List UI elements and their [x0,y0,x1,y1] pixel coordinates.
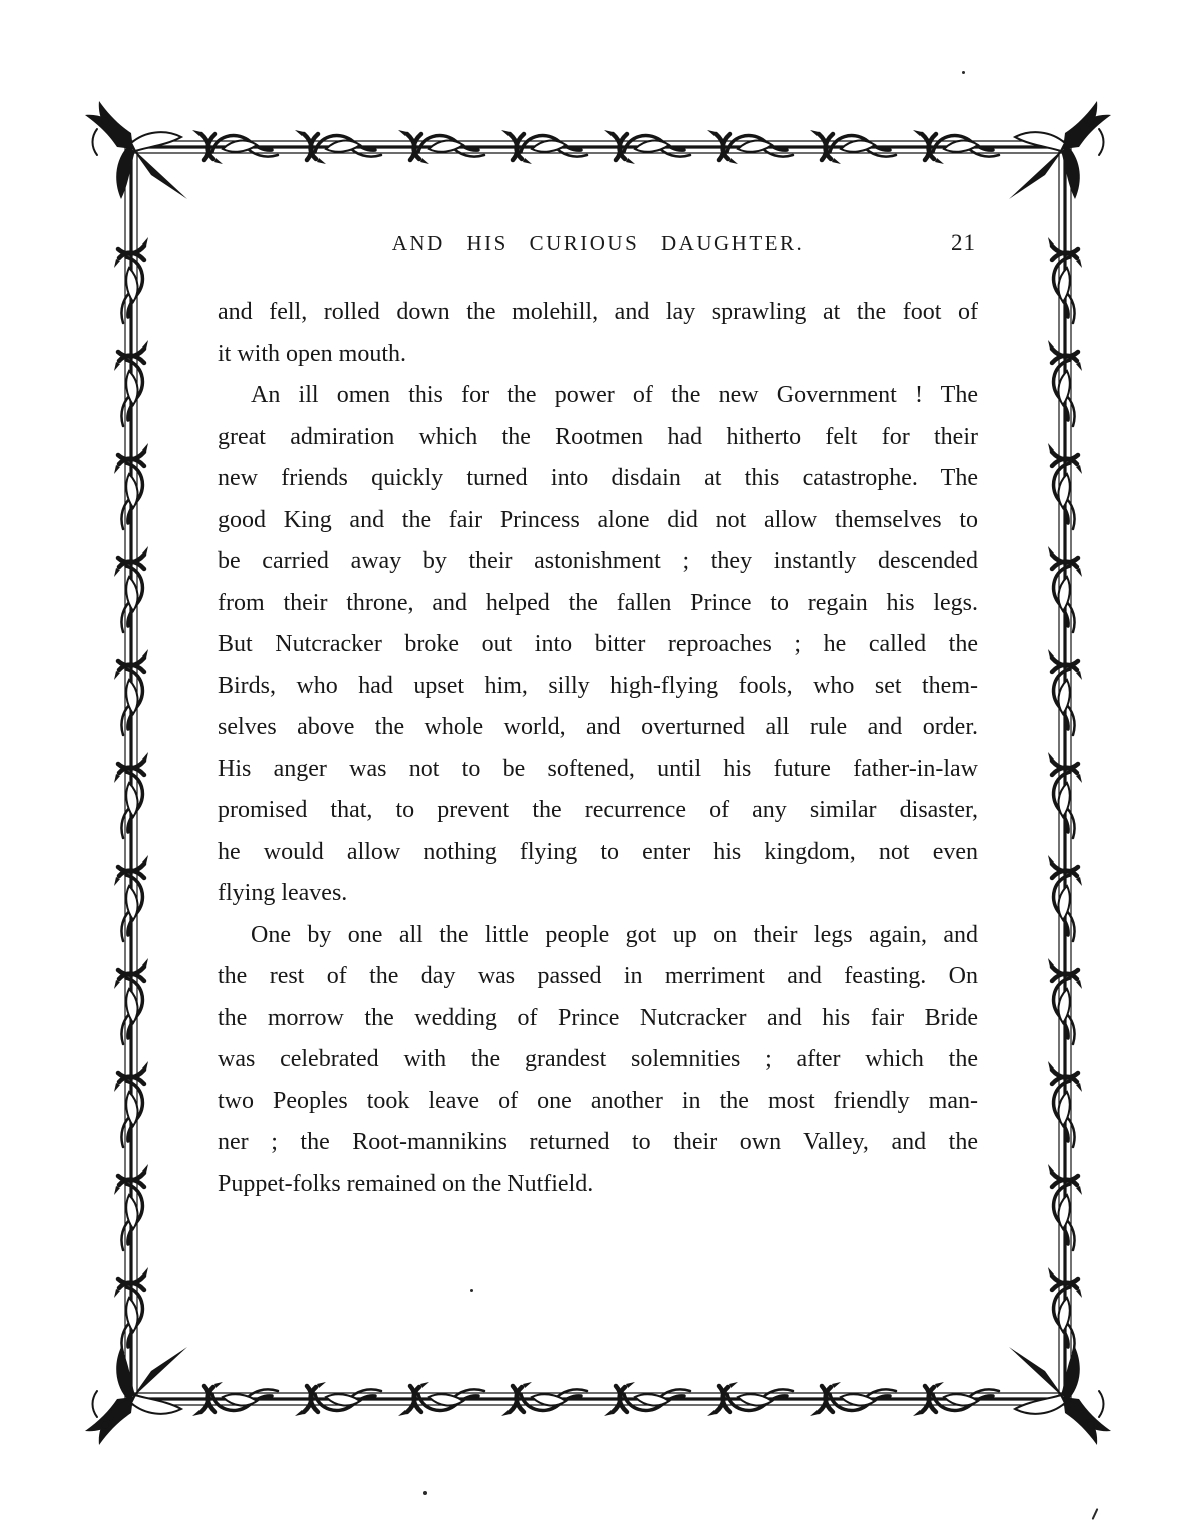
running-header [218,231,978,265]
text-line: great admiration which the Rootmen had hitherto felt for their [218,423,978,450]
text-line: it with open mouth. [218,340,406,367]
border-corner-top-left [85,101,187,199]
border-rule-bottom [131,1393,1065,1405]
text-line: two Peoples took leave of one another in the most friendly man- [218,1087,978,1114]
scan-speck [1092,1508,1099,1520]
text-line: ner ; the Root-mannikins returned to their own Valley, and the [218,1129,978,1155]
text-line: His anger was not to be softened, until his future father-in-law [218,755,978,782]
text-line: the morrow the wedding of Prince Nutcracker and his fair Bride [218,1004,978,1031]
border-vine-top [192,130,999,164]
scan-speck [423,1491,427,1495]
border-vine-left [114,237,148,1353]
border-rule-right [1059,147,1071,1399]
border-corner-bottom-left [85,1347,187,1445]
text-line: and fell, rolled down the molehill, and lay sprawling at the foot of [218,299,978,325]
text-line: new friends quickly turned into disdain at this catastrophe. The [218,465,978,491]
text-line: selves above the whole world, and overturned all rule and order. [218,714,978,740]
border-vine-bottom [192,1382,999,1416]
border-corner-bottom-right [1009,1347,1111,1445]
text-line: promised that, to prevent the recurrence of any similar disaster, [218,797,978,823]
border-corner-top-right [1009,101,1111,199]
text-line: he would allow nothing flying to enter his kingdom, not even [218,838,978,865]
body-text-block [218,292,978,1205]
scan-speck [962,71,965,74]
text-line: An ill omen this for the power of the new Government ! The [251,382,978,408]
text-line: good King and the fair Princess alone did not allow themselves to [218,506,978,533]
text-line: was celebrated with the grandest solemnities ; after which the [218,1046,978,1072]
running-header-title: AND HIS CURIOUS DAUGHTER. [391,231,805,255]
text-line: Puppet-folks remained on the Nutfield. [218,1170,594,1197]
text-line: One by one all the little people got up on their legs again, and [251,921,978,948]
text-line: But Nutcracker broke out into bitter reproaches ; he called the [218,631,978,657]
text-line: from their throne, and helped the fallen Prince to regain his legs. [218,589,978,616]
text-line: Birds, who had upset him, silly high-flying fools, who set them- [218,672,978,699]
text-line: be carried away by their astonishment ; they instantly descended [218,548,978,574]
border-rule-top [131,141,1065,153]
page-number: 21 [951,230,976,255]
text-line: the rest of the day was passed in merriment and feasting. On [218,963,978,989]
scan-speck [470,1289,473,1292]
border-vine-right [1048,237,1082,1353]
border-rule-left [125,147,137,1399]
text-line: flying leaves. [218,880,348,906]
